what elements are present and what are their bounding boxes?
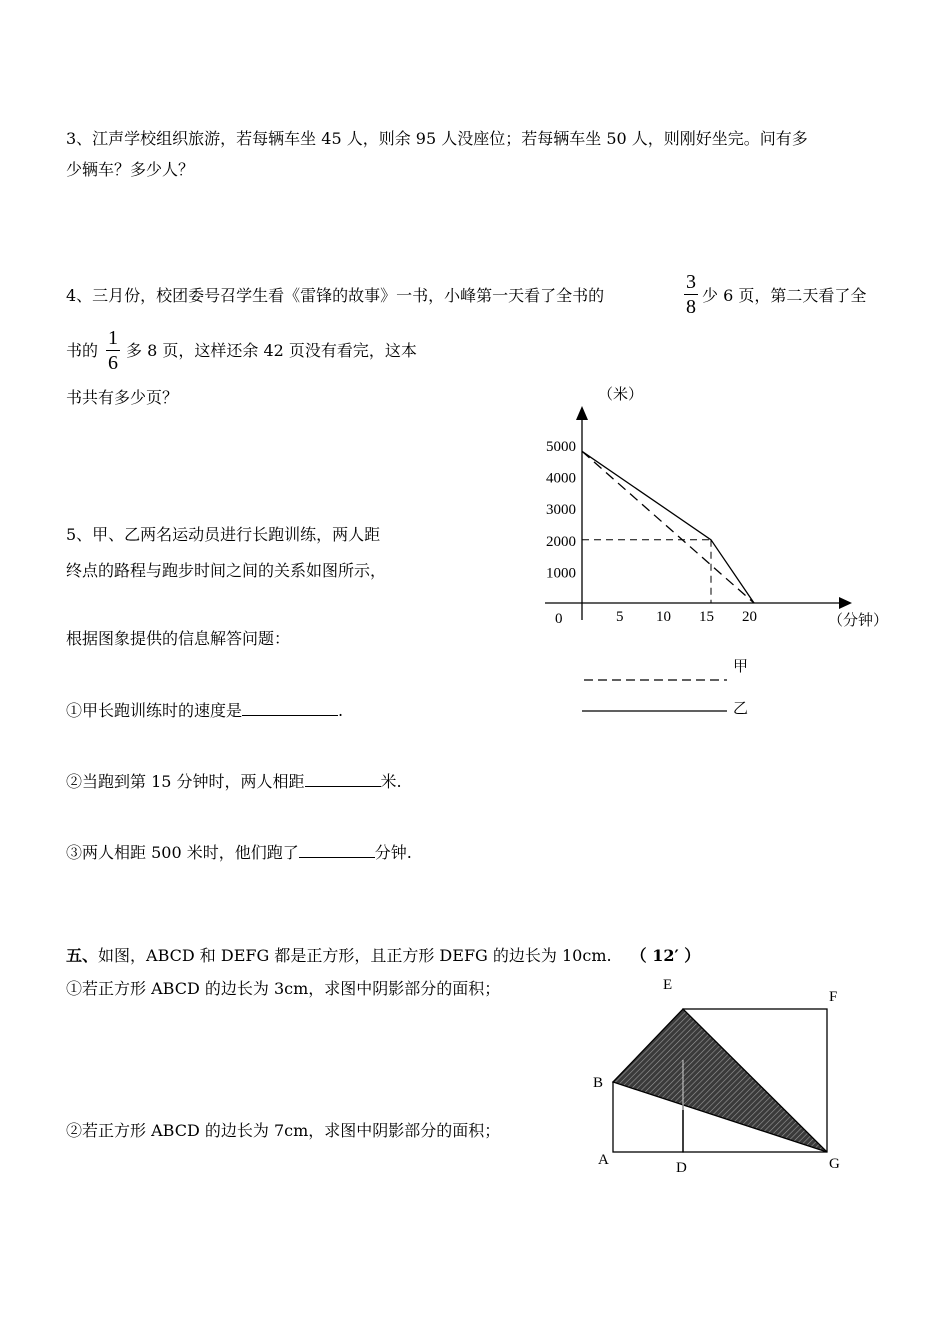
y-tick-label-2000: 2000	[546, 533, 576, 550]
vertex-label-e: E	[663, 977, 673, 993]
frac-denominator: 8	[686, 296, 696, 318]
vertex-label-d: D	[676, 1160, 687, 1176]
y-axis-label: （米）	[598, 387, 644, 403]
x-axis-label: （分钟）	[828, 613, 889, 629]
frac-numerator: 1	[108, 327, 118, 349]
section5-sub-1: ①若正方形 ABCD 的边长为 3cm，求图中阴影部分的面积；	[66, 979, 501, 998]
q5-sub-1: ①甲长跑训练时的速度是 .	[66, 701, 344, 720]
q4-line-1a: 4、三月份，校团委号召学生看《雷锋的故事》一书，小峰第一天看了全书的	[66, 286, 605, 305]
q3-line-2: 少辆车？多少人？	[66, 160, 195, 179]
q4-line-2a: 书的	[66, 341, 99, 360]
section5-number: 五、	[66, 946, 99, 965]
frac-numerator: 3	[686, 271, 696, 293]
y-tick-label-1000: 1000	[546, 565, 576, 582]
legend-label-yi: 乙	[733, 699, 749, 717]
section5-points: （ 12′ ）	[630, 946, 701, 965]
q5-sub-2: ②当跑到第 15 分钟时，两人相距 米.	[66, 772, 402, 791]
x-tick-label-10: 10	[656, 609, 671, 625]
frac-denominator: 6	[108, 352, 118, 374]
q4-line-1b: 少 6 页，第二天看了全	[702, 286, 867, 305]
x-tick-label-15: 15	[699, 609, 714, 625]
vertex-label-b: B	[593, 1075, 604, 1091]
q4-line-2b: 多 8 页，这样还余 42 页没有看完，这本	[126, 341, 417, 360]
section5-heading-text: 如图，ABCD 和 DEFG 都是正方形，且正方形 DEFG 的边长为 10cm.	[98, 946, 612, 965]
x-tick-label-5: 5	[616, 609, 624, 625]
y-tick-label-4000: 4000	[546, 470, 576, 487]
q5-line-3: 根据图象提供的信息解答问题：	[66, 629, 291, 648]
y-tick-label-3000: 3000	[546, 502, 576, 519]
q4-line-3: 书共有多少页？	[66, 388, 179, 407]
q5-line-1: 5、甲、乙两名运动员进行长跑训练，两人距	[66, 525, 381, 544]
q5-sub-3: ③两人相距 500 米时，他们跑了 分钟.	[66, 843, 412, 862]
q3-line-1: 3、江声学校组织旅游，若每辆车坐 45 人，则余 95 人没座位；若每辆车坐 50 人，则刚好坐完。问有多	[66, 129, 808, 148]
shaded-triangle-beg	[613, 1009, 827, 1152]
origin-label: 0	[555, 611, 563, 627]
section5-sub-2: ②若正方形 ABCD 的边长为 7cm，求图中阴影部分的面积；	[66, 1121, 501, 1140]
x-tick-label-20: 20	[742, 609, 757, 625]
q5-line-2: 终点的路程与跑步时间之间的关系如图所示，	[66, 561, 387, 580]
y-tick-label-5000: 5000	[546, 439, 576, 455]
vertex-label-a: A	[598, 1152, 609, 1168]
vertex-label-f: F	[829, 989, 838, 1005]
vertex-label-g: G	[829, 1156, 840, 1172]
legend-label-jia: 甲	[733, 657, 749, 675]
